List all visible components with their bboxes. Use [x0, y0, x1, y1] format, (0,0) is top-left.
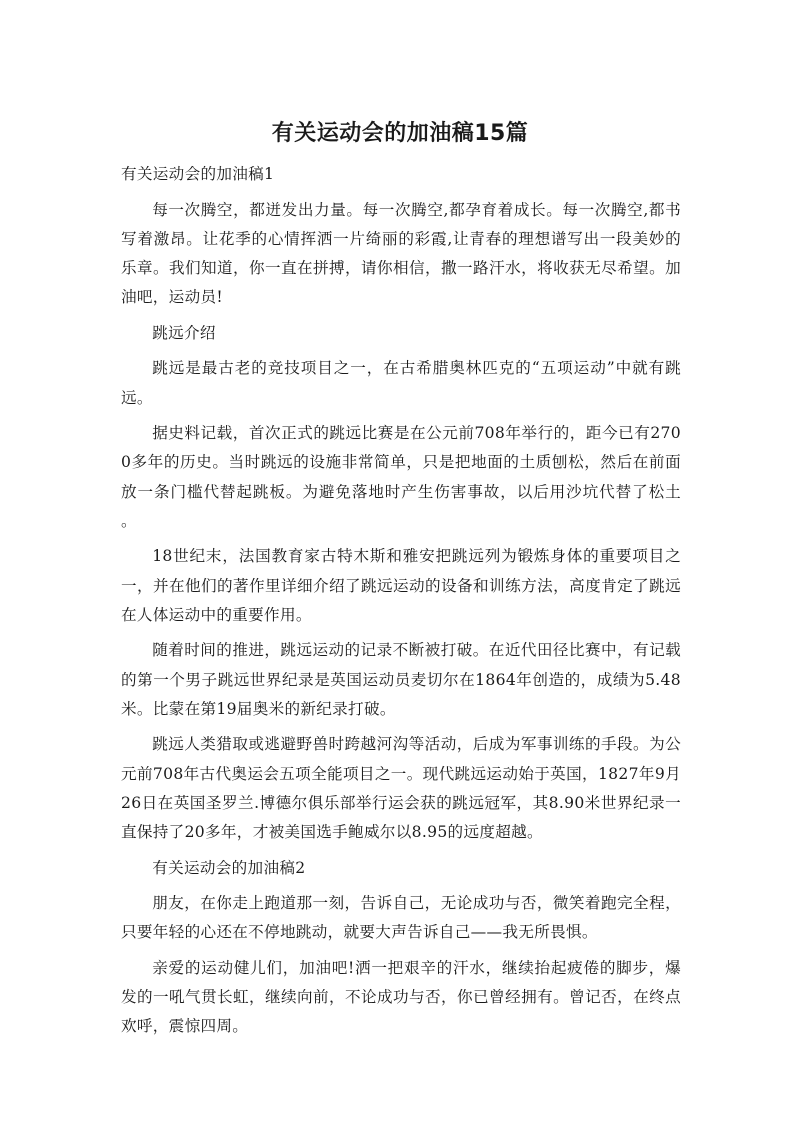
- paragraph: 18世纪末，法国教育家古特木斯和雅安把跳远列为锻炼身体的重要项目之一，并在他们的著作里详细介绍了跳远运动的设备和训练方法，高度肯定了跳远在人体运动中的重要作用。: [121, 547, 681, 624]
- paragraph: 每一次腾空，都迸发出力量。每一次腾空,都孕育着成长。每一次腾空,都书写着激昂。让花季的心情挥洒一片绮丽的彩霞,让青春的理想谱写出一段美妙的乐章。我们知道，你一直在拼搏，请你相信，撒一路汗水，将收获无尽希望。加油吧，运动员!: [121, 200, 681, 307]
- document-body: [121, 160, 681, 1048]
- paragraph: 朋友，在你走上跑道那一刻，告诉自己，无论成功与否，微笑着跑完全程，只要年轻的心还在不停地跳动，就要大声告诉自己——我无所畏惧。: [121, 894, 681, 942]
- paragraph: 亲爱的运动健儿们，加油吧!洒一把艰辛的汗水，继续抬起疲倦的脚步，爆发的一吼气贯长虹，继续向前，不论成功与否，你已曾经拥有。曾记否，在终点欢呼，震惊四周。: [121, 958, 681, 1036]
- paragraph: 随着时间的推进，跳远运动的记录不断被打破。在近代田径比赛中，有记载的第一个男子跳远世界纪录是英国运动员麦切尔在1864年创造的，成绩为5.48米。比蒙在第19届奥米的新纪录打破。: [121, 641, 681, 718]
- paragraph: 跳远介绍: [152, 323, 216, 342]
- paragraph: 跳远人类猎取或逃避野兽时跨越河沟等活动，后成为军事训练的手段。为公元前708年古代奥运会五项全能项目之一。现代跳远运动始于英国，1827年9月26日在英国圣罗兰.博德尔俱乐部举行运会获的跳远冠军，其8.90米世界纪录一直保持了20多年，才被美国选手鲍威尔以8.95的远度超越。: [121, 735, 681, 841]
- paragraph: 据史料记载，首次正式的跳远比赛是在公元前708年举行的，距今已有2700多年的历史。当时跳远的设施非常简单，只是把地面的土质刨松，然后在前面放一条门槛代替起跳板。为避免落地时产生伤害事故，以后用沙坑代替了松土 。: [121, 424, 681, 530]
- paragraph: 有关运动会的加油稿1: [121, 165, 275, 183]
- paragraph: 跳远是最古老的竞技项目之一，在古希腊奥林匹克的“五项运动”中就有跳远。: [121, 359, 681, 407]
- paragraph: 有关运动会的加油稿2: [152, 858, 306, 877]
- document-title: 有关运动会的加油稿15篇: [271, 121, 529, 146]
